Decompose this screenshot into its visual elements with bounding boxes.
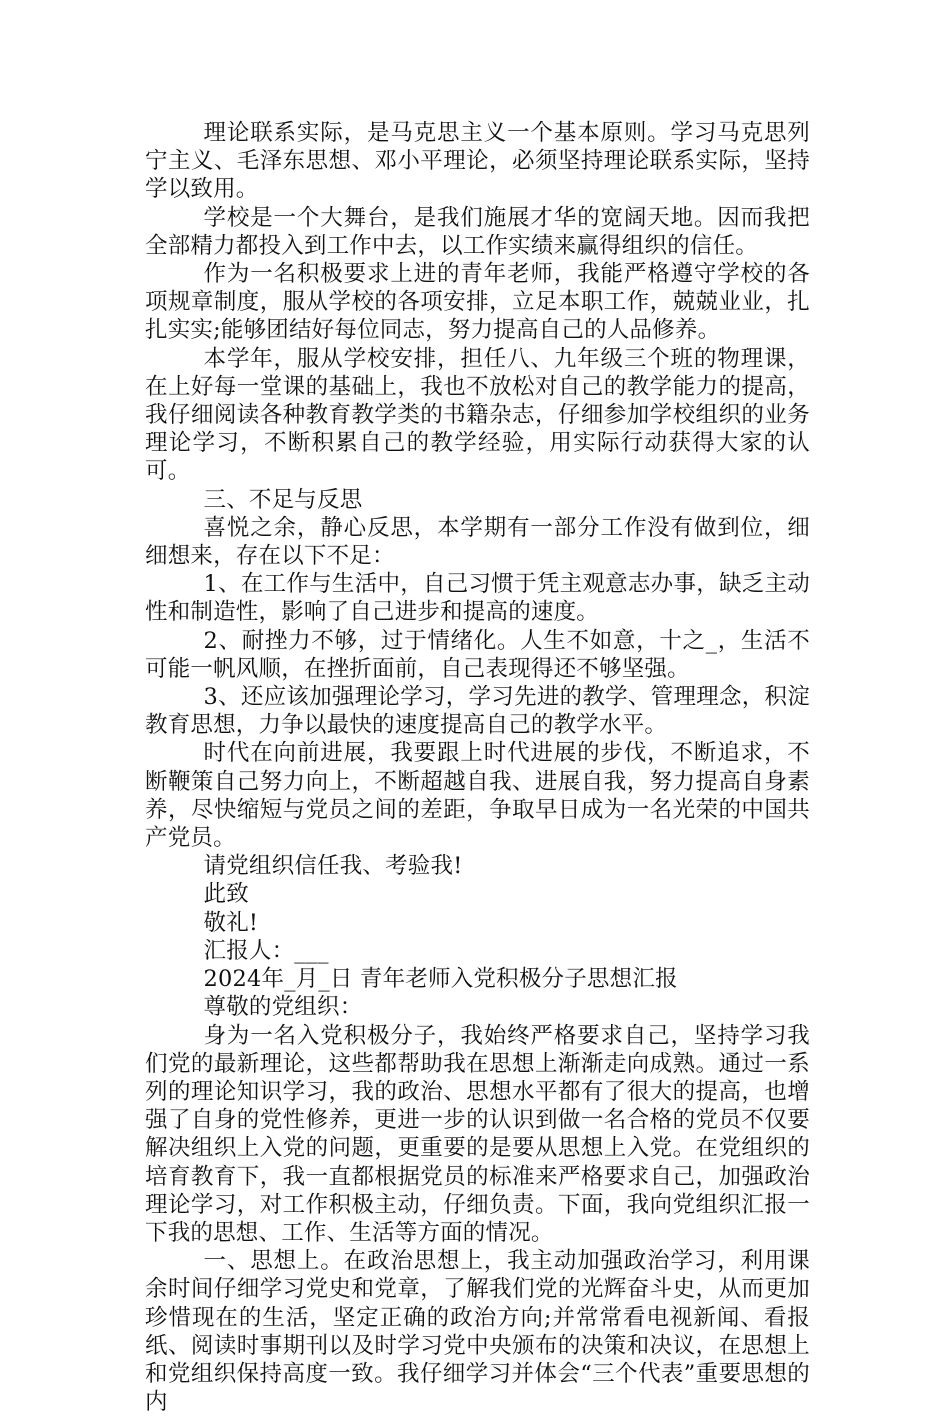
- closing-request: 请党组织信任我、考验我!: [203, 853, 463, 880]
- reporter-line: 汇报人：___: [203, 937, 329, 964]
- document-body: [145, 119, 810, 1416]
- paragraph-theory-practice: 理论联系实际，是马克思主义一个基本原则。学习马克思列宁主义、毛泽东思想、邓小平理论，必须坚持理论联系实际，坚持学以致用。: [145, 120, 810, 203]
- section-heading-shortcomings: 三、不足与反思: [203, 486, 363, 513]
- paragraph-school-stage: 学校是一个大舞台，是我们施展才华的宽阔天地。因而我把全部精力都投入到工作中去，以工作实绩来赢得组织的信任。: [145, 204, 810, 259]
- date-title-line: 2024年_月_日 青年老师入党积极分子思想汇报: [203, 966, 678, 993]
- paragraph-reflection: 喜悦之余，静心反思，本学期有一部分工作没有做到位，细细想来，存在以下不足：: [145, 514, 810, 570]
- greeting-line: 尊敬的党组织：: [203, 994, 363, 1021]
- list-item-3: 3、还应该加强理论学习，学习先进的教学、管理理念，积淀教育思想，力争以最快的速度提高自己的教学水平。: [145, 684, 810, 739]
- paragraph-this-year: 本学年，服从学校安排，担任八、九年级三个班的物理课，在上好每一堂课的基础上，我也不放松对自己的教学能力的提高，我仔细阅读各种教育教学类的书籍杂志，仔细参加学校组织的业务理论学习，不断积累自己的教学经验，用实际行动获得大家的认可。: [145, 345, 810, 485]
- list-item-1: 1、在工作与生活中，自己习惯于凭主观意志办事，缺乏主动性和制造性，影响了自己进步和提高的速度。: [145, 571, 810, 626]
- paragraph-activist: 身为一名入党积极分子，我始终严格要求自己，坚持学习我们党的最新理论，这些都帮助我在思想上渐渐走向成熟。通过一系列的理论知识学习，我的政治、思想水平都有了很大的提高，也增强了自身的党性修养，更进一步的认识到做一名合格的党员不仅要解决组织上入党的问题，更重要的是要从思想上入党。在党组织的培育教育下，我一直都根据党员的标准来严格要求自己，加强政治理论学习，对工作积极主动，仔细负责。下面，我向党组织汇报一下我的思想、工作、生活等方面的情况。: [145, 1022, 810, 1246]
- paragraph-ideology: 一、思想上。在政治思想上，我主动加强政治学习，利用课余时间仔细学习党史和党章，了解我们党的光辉奋斗史，从而更加珍惜现在的生活，坚定正确的政治方向;并常常看电视新闻、看报纸、阅读时事期刊以及时学习党中央颁布的决策和决议，在思想上和党组织保持高度一致。我仔细学习并体会“三个代表”重要思想的内: [145, 1248, 810, 1416]
- closing-regards: 敬礼!: [203, 909, 259, 936]
- paragraph-young-teacher: 作为一名积极要求上进的青年老师，我能严格遵守学校的各项规章制度，服从学校的各项安排，立足本职工作，兢兢业业，扎扎实实;能够团结好每位同志，努力提高自己的人品修养。: [145, 261, 810, 344]
- paragraph-progress: 时代在向前进展，我要跟上时代进展的步伐，不断追求，不断鞭策自己努力向上，不断超越自我、进展自我，努力提高自身素养，尽快缩短与党员之间的差距，争取早日成为一名光荣的中国共产党员。: [145, 740, 810, 852]
- list-item-2: 2、耐挫力不够，过于情绪化。人生不如意，十之_，生活不可能一帆风顺，在挫折面前，自己表现得还不够坚强。: [145, 627, 810, 682]
- closing-salutation: 此致: [203, 881, 249, 908]
